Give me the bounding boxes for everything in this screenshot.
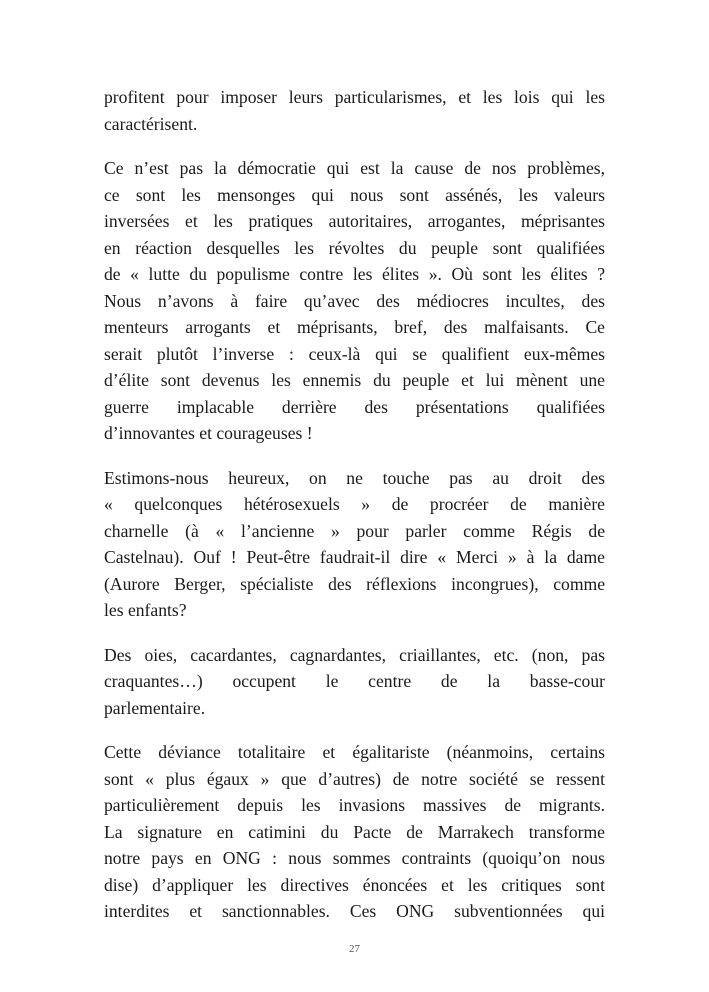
text-line: menteurs arrogants et méprisants, bref, des malfaisants. Ce	[104, 317, 605, 337]
text-line: Nous n’avons à faire qu’avec des médiocres incultes, des	[104, 290, 605, 311]
text-line: Des oies, cacardantes, cagnardantes, criaillantes, etc. (non, pas	[104, 644, 605, 665]
text-line: caractérisent.	[104, 113, 198, 134]
text-line: ce sont les mensonges qui nous sont assénés, les valeurs	[104, 184, 605, 205]
text-line: les enfants?	[104, 600, 187, 620]
page-number: 27	[349, 943, 360, 955]
text-line: notre pays en ONG : nous sommes contraints (quoiqu’on nous	[104, 848, 605, 868]
text-line: craquantes…) occupent le centre de la basse-cour	[104, 671, 605, 691]
page-body	[104, 84, 605, 943]
text-line: La signature en catimini du Pacte de Marrakech transforme	[104, 821, 605, 842]
text-line: inversées et les pratiques autoritaires, arrogantes, méprisantes	[104, 211, 605, 231]
text-line: guerre implacable derrière des présentations qualifiées	[104, 396, 605, 417]
text-line: parlementaire.	[104, 697, 206, 718]
paragraph-5	[104, 739, 605, 925]
text-line: charnelle (à « l’ancienne » pour parler comme Régis de	[104, 520, 605, 541]
text-line: profitent pour imposer leurs particularismes, et les lois qui les	[104, 87, 605, 107]
text-line: particulièrement depuis les invasions massives de migrants.	[104, 795, 605, 815]
paragraph-4	[104, 642, 605, 722]
text-line: Cette déviance totalitaire et égalitariste (néanmoins, certains	[104, 742, 605, 762]
text-line: serait plutôt l’inverse : ceux-là qui se qualifient eux-mêmes	[104, 343, 605, 364]
text-line: Castelnau). Ouf ! Peut-être faudrait-il dire « Merci » à la dame	[104, 547, 605, 567]
text-line: interdites et sanctionnables. Ces ONG subventionnées qui	[104, 901, 605, 921]
paragraph-3	[104, 465, 605, 624]
paragraph-1	[104, 84, 605, 137]
paragraph-2	[104, 155, 605, 447]
text-line: dise) d’appliquer les directives énoncées et les critiques sont	[104, 874, 605, 895]
text-line: d’innovantes et courageuses !	[104, 423, 313, 443]
text-line: sont « plus égaux » que d’autres) de notre société se ressent	[104, 768, 605, 789]
text-line: de « lutte du populisme contre les élites ». Où sont les élites ?	[104, 264, 605, 284]
text-line: (Aurore Berger, spécialiste des réflexions incongrues), comme	[104, 573, 605, 594]
text-line: d’élite sont devenus les ennemis du peuple et lui mènent une	[104, 370, 605, 390]
text-line: en réaction desquelles les révoltes du peuple sont qualifiées	[104, 237, 605, 258]
text-line: « quelconques hétérosexuels » de procréer de manière	[104, 494, 605, 514]
text-line: Ce n’est pas la démocratie qui est la cause de nos problèmes,	[104, 158, 605, 178]
text-line: Estimons-nous heureux, on ne touche pas au droit des	[104, 467, 605, 488]
